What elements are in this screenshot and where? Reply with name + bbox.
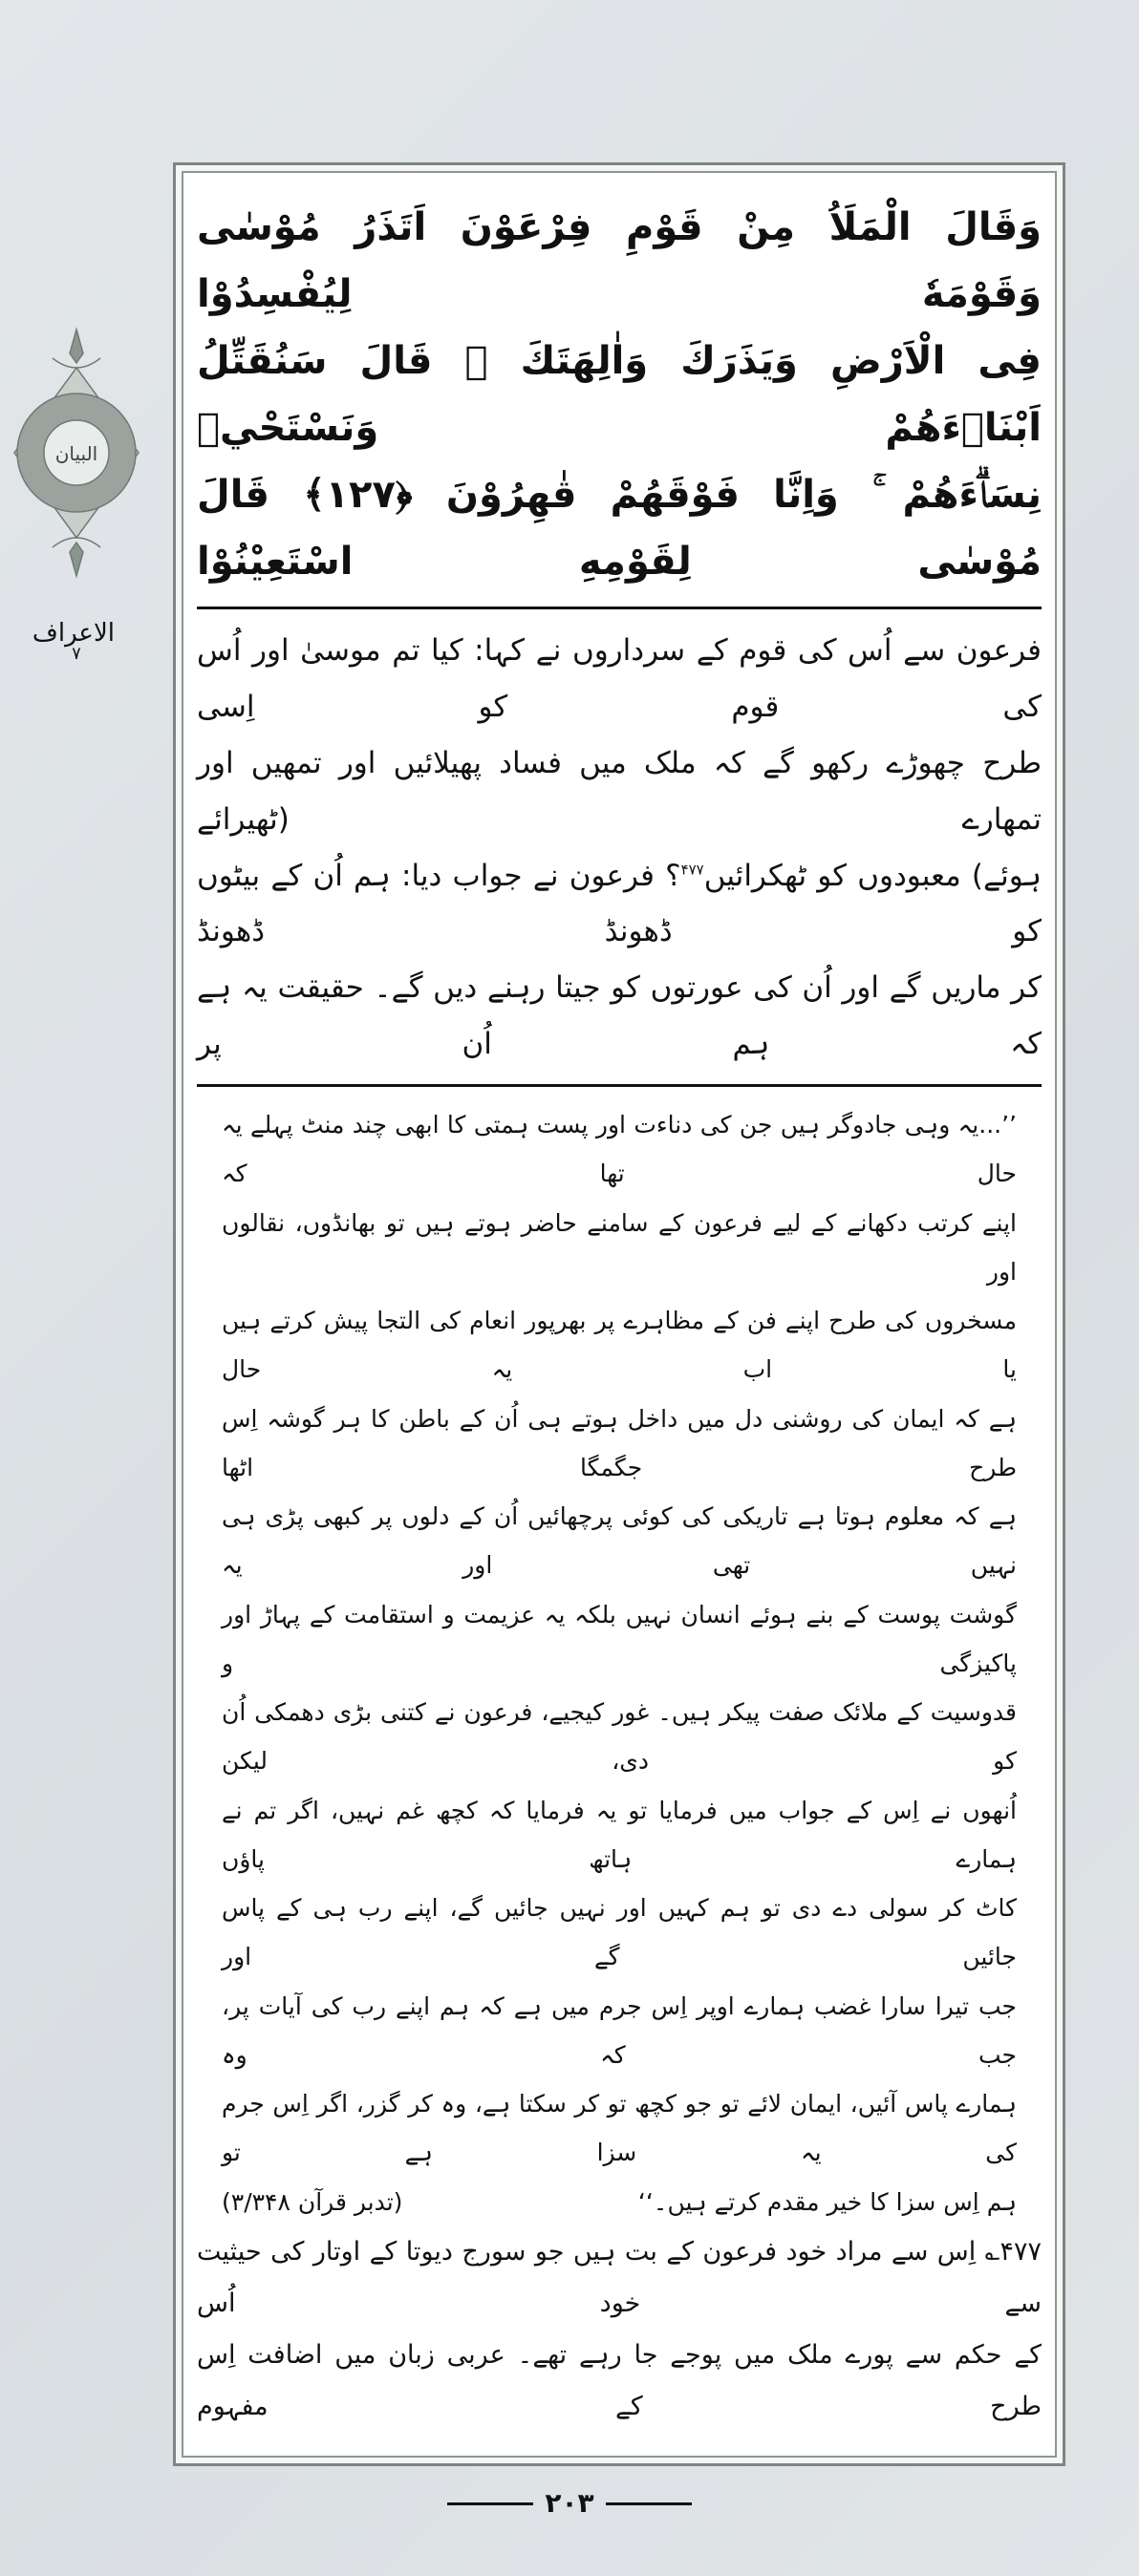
- translation-line: فرعون سے اُس کی قوم کے سرداروں نے کہا: کیا تم موسیٰ اور اُس کی قوم کو اِسی: [197, 633, 1042, 724]
- commentary-line: [222, 2178, 1017, 2226]
- surah-name: الاعراف: [32, 619, 115, 648]
- commentary-line: ہے کہ ایمان کی روشنی دل میں داخل ہوتے ہی اُن کے باطن کا ہر گوشہ اِس طرح جگمگا اٹھا: [222, 1404, 1017, 1481]
- page-number-dash: [606, 2502, 692, 2505]
- translation-block: [197, 623, 1042, 1073]
- commentary-line: کاٹ کر سولی دے دی تو ہم کہیں اور نہیں جائیں گے، اپنے رب ہی کے پاس جائیں گے اور: [222, 1894, 1017, 1971]
- translation-line: طرح چھوڑے رکھو گے کہ ملک میں فساد پھیلائیں اور تمھیں اور تمھارے (ٹھیرائے: [197, 745, 1042, 837]
- commentary-line: قدوسیت کے ملائک صفت پیکر ہیں۔ غور کیجیے، فرعون نے کتنی بڑی دھمکی اُن کو دی، لیکن: [222, 1698, 1017, 1776]
- footnote-line: کے حکم سے پورے ملک میں پوجے جا رہے تھے۔ عربی زبان میں اضافت اِس طرح کے مفہوم: [197, 2339, 1042, 2421]
- translation-line: [197, 848, 1042, 961]
- commentary-block: [197, 1100, 1042, 2226]
- page-number-dash: [447, 2502, 533, 2505]
- al-bayan-ornament-icon: [5, 325, 148, 581]
- arabic-line: وَقَالَ الْمَلَاُ مِنْ قَوْمِ فِرْعَوْنَ اَتَذَرُ مُوْسٰى وَقَوْمَهٗ لِيُفْسِدُوْا: [197, 205, 1042, 316]
- citation: (تدبر قرآن ۳/۳۴۸): [222, 2187, 403, 2216]
- page-number: [0, 2487, 1139, 2519]
- surah-number: ۷: [72, 644, 81, 664]
- commentary-text: ہم اِس سزا کا خیر مقدم کرتے ہیں۔‘‘: [637, 2187, 1017, 2216]
- translation-text: ؟ فرعون نے جواب دیا: ہم اُن کے بیٹوں کو ڈھونڈ ڈھونڈ: [197, 858, 1042, 949]
- footnote-block: [197, 2226, 1042, 2433]
- commentary-line: اُنھوں نے اِس کے جواب میں فرمایا تو یہ فرمایا کہ کچھ غم نہیں، اگر تم نے ہمارے ہاتھ پاؤں: [222, 1796, 1017, 1873]
- translation-line: کر ماریں گے اور اُن کی عورتوں کو جیتا رہنے دیں گے۔ حقیقت یہ ہے کہ ہم اُن پر: [197, 970, 1042, 1062]
- divider-rule: [197, 1084, 1042, 1087]
- arabic-verse-block: [197, 194, 1042, 595]
- arabic-line: نِسَاۗءَهُمْ ۚ وَاِنَّا فَوْقَهُمْ قٰهِرُوْنَ ﴿١٢٧﴾ قَالَ مُوْسٰى لِقَوْمِهِ اسْتَعِيْنُوْا: [197, 473, 1042, 584]
- arabic-line: فِى الْاَرْضِ وَيَذَرَكَ وَاٰلِهَتَكَ ۭ قَالَ سَنُقَتِّلُ اَبْنَاۗءَهُمْ وَنَسْتَحْيٖ: [197, 339, 1042, 450]
- page-number-text: ۲۰۳: [545, 2486, 594, 2519]
- commentary-line: ’’...یہ وہی جادوگر ہیں جن کی دناءت اور پست ہمتی کا ابھی چند منٹ پہلے یہ حال تھا کہ: [222, 1111, 1017, 1188]
- ornament-title: البیان: [54, 442, 98, 465]
- commentary-line: ہے کہ معلوم ہوتا ہے تاریکی کی کوئی پرچھائیں اُن کے دلوں پر کبھی پڑی ہی نہیں تھی اور یہ: [222, 1502, 1017, 1580]
- surah-label: [32, 619, 115, 664]
- commentary-line: گوشت پوست کے بنے ہوئے انسان نہیں بلکہ یہ عزیمت و استقامت کے پہاڑ اور پاکیزگی و: [222, 1600, 1017, 1677]
- footnote-line: ۴۷۷؎ اِس سے مراد خود فرعون کے بت ہیں جو سورج دیوتا کے اوتار کی حیثیت سے خود اُس: [197, 2236, 1042, 2318]
- page-frame-outer: [173, 162, 1065, 2466]
- commentary-line: اپنے کرتب دکھانے کے لیے فرعون کے سامنے حاضر ہوتے ہیں تو بھانڈوں، نقالوں اور: [222, 1208, 1017, 1286]
- commentary-line: ہمارے پاس آئیں، ایمان لائے تو جو کچھ تو کر سکتا ہے، وہ کر گزر، اگر اِس جرم کی یہ سزا ہے تو: [222, 2090, 1017, 2167]
- translation-text: ہوئے) معبودوں کو ٹھکرائیں: [703, 858, 1042, 893]
- divider-rule: [197, 607, 1042, 609]
- page-frame-inner: [182, 171, 1057, 2458]
- commentary-line: جب تیرا سارا غضب ہمارے اوپر اِس جرم میں ہے کہ ہم اپنے رب کی آیات پر، جب کہ وہ: [222, 1991, 1017, 2069]
- footnote-marker[interactable]: ۴۷۷: [680, 861, 704, 879]
- commentary-line: مسخروں کی طرح اپنے فن کے مظاہرے پر بھرپور انعام کی التجا پیش کرتے ہیں یا اب یہ حال: [222, 1307, 1017, 1384]
